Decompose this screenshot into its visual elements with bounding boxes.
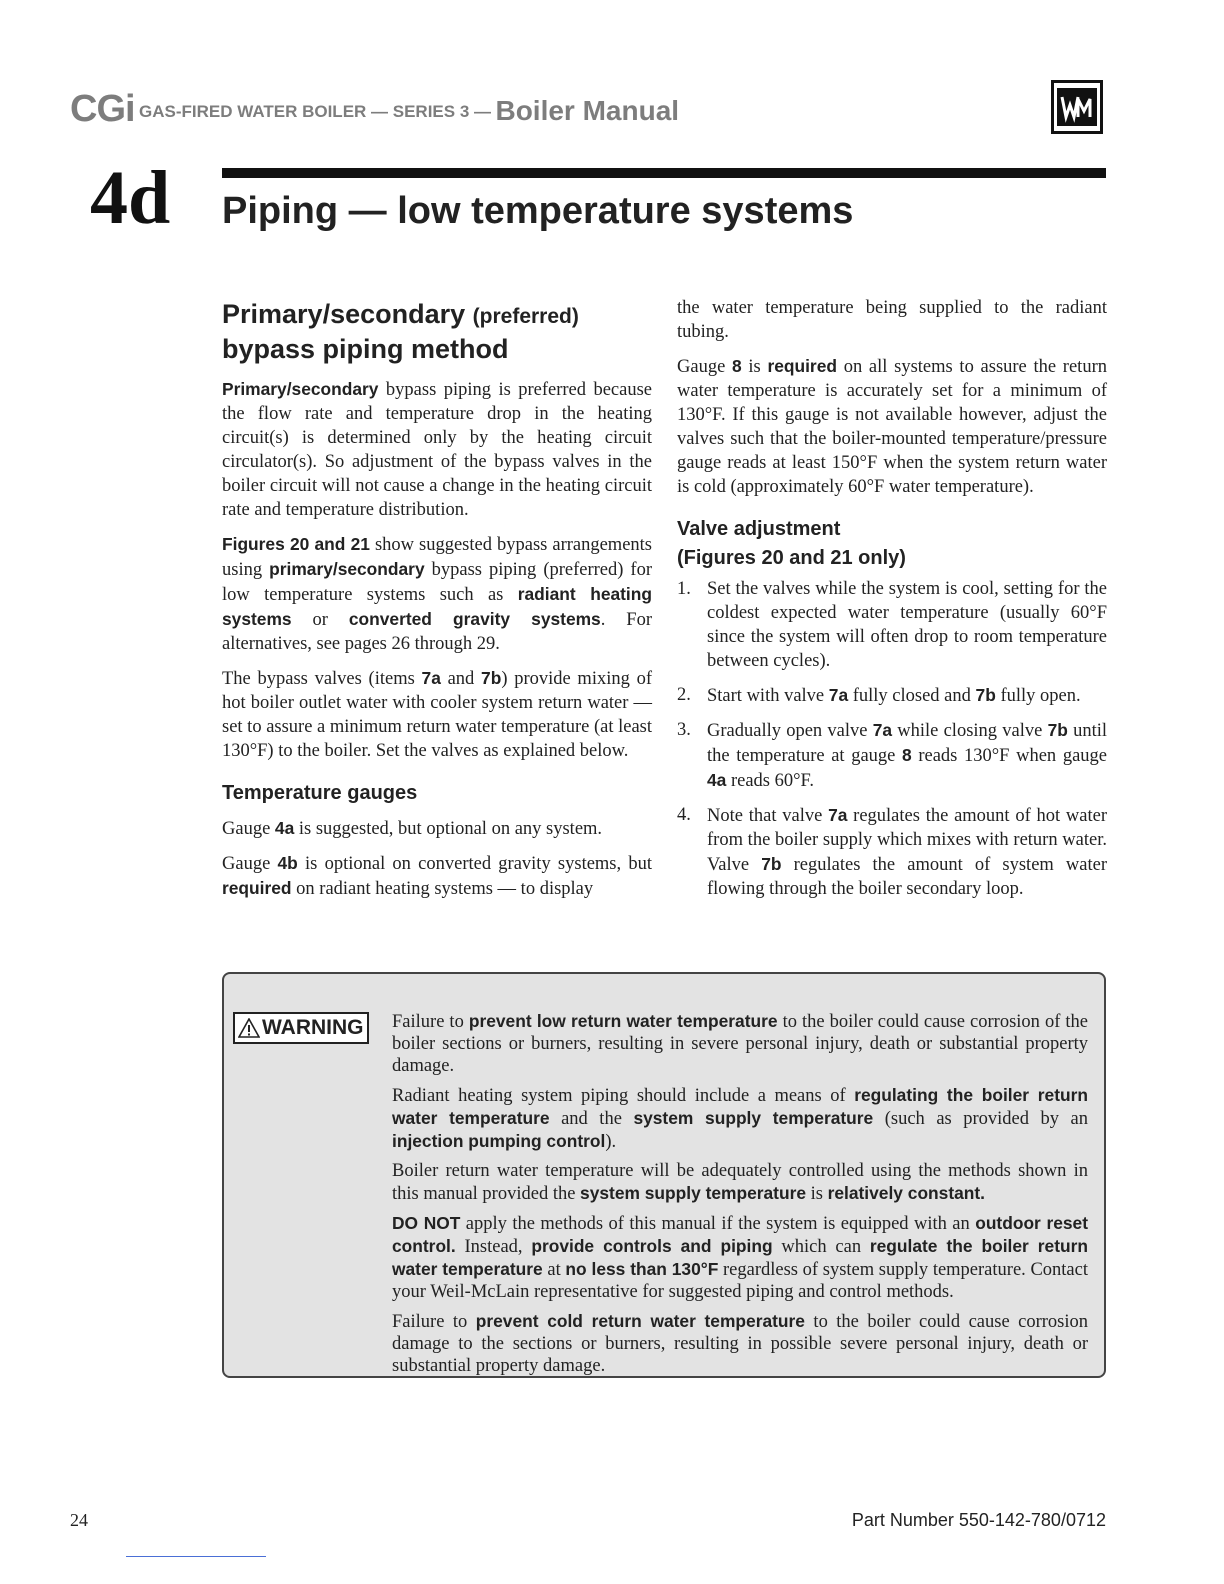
header-manual-title: Boiler Manual	[495, 95, 680, 126]
page-number: 24	[70, 1510, 88, 1530]
paragraph-continued: the water temperature being supplied to the radiant tubing.	[677, 298, 1107, 342]
manual-header	[70, 88, 679, 131]
footer-link-underline	[126, 1556, 266, 1557]
paragraph-gauge-4a: Gauge 4a is suggested, but optional on any system.	[222, 818, 603, 839]
valve-steps-list	[677, 577, 1107, 901]
paragraph-bypass-valves: The bypass valves (items 7a and 7b) provide mixing of hot boiler outlet water with cooler system return water — set to assure a minimum return water temperature (at least 130°F) to the boiler. Set the valves as explained below.	[222, 668, 652, 761]
warning-paragraph: Failure to prevent cold return water temperature to the boiler could cause corrosion damage to the sections or burners, resulting in possible severe personal injury, death or substantial property damage.	[392, 1311, 1088, 1376]
section-title: Piping — low temperature systems	[222, 190, 854, 232]
right-column	[677, 296, 1107, 911]
weil-mclain-logo-icon	[1051, 80, 1103, 134]
warning-text	[392, 1010, 1088, 1384]
warning-triangle-icon	[238, 1018, 260, 1038]
warning-paragraph: DO NOT apply the methods of this manual if the system is equipped with an outdoor reset control. Instead, provide controls and piping which can regulate the boiler return water temperature at no less than 130°F regardless of system supply temperature. Contact your Weil-McLain representative for suggested piping and control methods.	[392, 1213, 1088, 1302]
section-number: 4d	[90, 156, 171, 240]
warning-badge: WARNING	[233, 1012, 369, 1044]
part-number: Part Number 550-142-780/0712	[851, 1510, 1106, 1530]
list-item: 2. Start with valve 7a fully closed and 7b fully open.	[677, 685, 1081, 706]
brand-name: CGi	[70, 88, 135, 130]
paragraph-gauge-8: Gauge 8 is required on all systems to assure the return water temperature is accurately set for a minimum of 130°F. If this gauge is not available however, adjust the valves such that the boiler-mounted temperature/pressure gauge reads at least 150°F when the system return water is cold (approximately 60°F water temperature).	[677, 356, 1107, 497]
section-rule	[222, 168, 1106, 178]
primary-secondary-heading: Primary/secondary (preferred) bypass piping method	[222, 299, 579, 364]
temperature-gauges-heading: Temperature gauges	[222, 782, 418, 804]
paragraph-figures: Figures 20 and 21 show suggested bypass arrangements using primary/secondary bypass piping (preferred) for low temperature systems such as radiant heating systems or converted gravity systems. For alternatives, see pages 26 through 29.	[222, 534, 653, 654]
list-item: 4. Note that valve 7a regulates the amount of hot water from the boiler supply which mixes with return water. Valve 7b regulates the amount of system water flowing through the boiler secondary loop.	[677, 805, 1108, 899]
header-subtitle: GAS-FIRED WATER BOILER — SERIES 3 —	[139, 102, 492, 121]
valve-adjustment-heading: Valve adjustment (Figures 20 and 21 only)	[677, 518, 906, 569]
warning-box	[222, 972, 1106, 1378]
warning-paragraph: Failure to prevent low return water temperature to the boiler could cause corrosion of the boiler sections or burners, resulting in severe personal injury, death or substantial property damage.	[392, 1011, 1088, 1076]
paragraph-gauge-4b: Gauge 4b is optional on converted gravity systems, but required on radiant heating systems — to display	[222, 853, 652, 899]
paragraph-preferred: Primary/secondary bypass piping is preferred because the flow rate and temperature drop in the heating circuit(s) is determined only by the heating circuit circulator(s). So adjustment of the bypass valves in the boiler circuit will not cause a change in the heating circuit rate and temperature distribution.	[222, 379, 652, 520]
list-item: 3. Gradually open valve 7a while closing valve 7b until the temperature at gauge 8 reads 130°F when gauge 4a reads 60°F.	[677, 720, 1108, 791]
warning-paragraph: Boiler return water temperature will be adequately controlled using the methods shown in this manual provided the system supply temperature is relatively constant.	[392, 1161, 1088, 1204]
left-column	[222, 296, 652, 911]
list-item: 1. Set the valves while the system is cool, setting for the coldest expected water temperature (usually 60°F since the system will often drop to room temperature between cycles).	[677, 579, 1107, 671]
warning-paragraph: Radiant heating system piping should include a means of regulating the boiler return water temperature and the system supply temperature (such as provided by an injection pumping control).	[392, 1085, 1089, 1152]
